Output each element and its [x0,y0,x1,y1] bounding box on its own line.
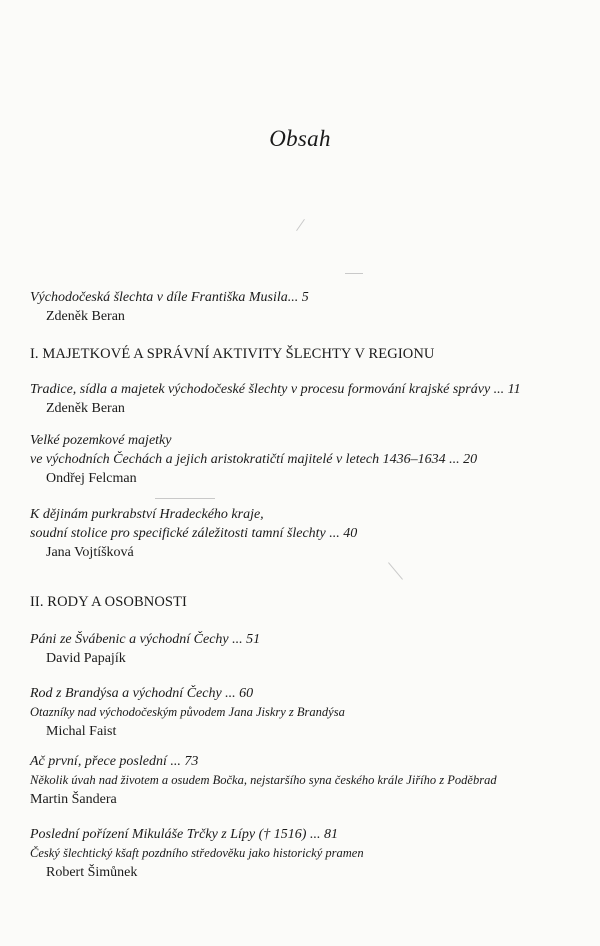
entry-author: Martin Šandera [30,792,117,807]
entry-title: Tradice, sídla a majetek východočeské šlechty v procesu formování krajské správy ... 11 [30,382,521,397]
entry-title: K dějinám purkrabství Hradeckého kraje, [30,507,264,522]
entry-author: Michal Faist [46,724,117,739]
scan-artifact [388,562,403,579]
scan-artifact [296,219,305,231]
section-heading-1: I. MAJETKOVÉ A SPRÁVNÍ AKTIVITY ŠLECHTY V REGIONU [30,346,435,362]
toc-entry [30,684,345,741]
toc-entry [30,825,364,882]
page-title: Obsah [269,126,331,151]
entry-title: Ač první, přece poslední ... 73 [30,754,199,769]
entry-title: Velké pozemkové majetky [30,433,172,448]
entry-title: soudní stolice pro specifické záležitosti tamní šlechty ... 40 [30,526,358,541]
scan-artifact [345,273,363,274]
entry-title: ve východních Čechách a jejich aristokratičtí majitelé v letech 1436–1634 ... 20 [30,452,478,467]
entry-title: Východočeská šlechta v díle Františka Musila... 5 [30,290,309,305]
entry-author: David Papajík [46,651,126,666]
entry-title: Rod z Brandýsa a východní Čechy ... 60 [30,686,254,701]
entry-author: Ondřej Felcman [46,471,137,486]
entry-author: Zdeněk Beran [46,309,125,324]
toc-entry [30,505,357,562]
entry-subtitle: Český šlechtický kšaft pozdního středověku jako historický pramen [30,846,364,860]
toc-entry [30,752,497,809]
entry-author: Robert Šimůnek [46,865,138,880]
entry-author: Zdeněk Beran [46,401,125,416]
entry-subtitle: Otazníky nad východočeským původem Jana Jiskry z Brandýsa [30,705,345,719]
scan-artifact [155,498,215,499]
toc-entry [30,380,521,418]
entry-subtitle: Několik úvah nad životem a osudem Bočka, nejstaršího syna českého krále Jiřího z Poděbrad [30,773,497,787]
toc-entry [30,431,477,488]
entry-title: Poslední pořízení Mikuláše Trčky z Lípy († 1516) ... 81 [30,827,338,842]
section-heading-2: II. RODY A OSOBNOSTI [30,594,187,610]
toc-entry-intro [30,288,309,326]
entry-title: Páni ze Švábenic a východní Čechy ... 51 [30,632,261,647]
toc-entry [30,630,260,668]
entry-author: Jana Vojtíšková [46,545,134,560]
